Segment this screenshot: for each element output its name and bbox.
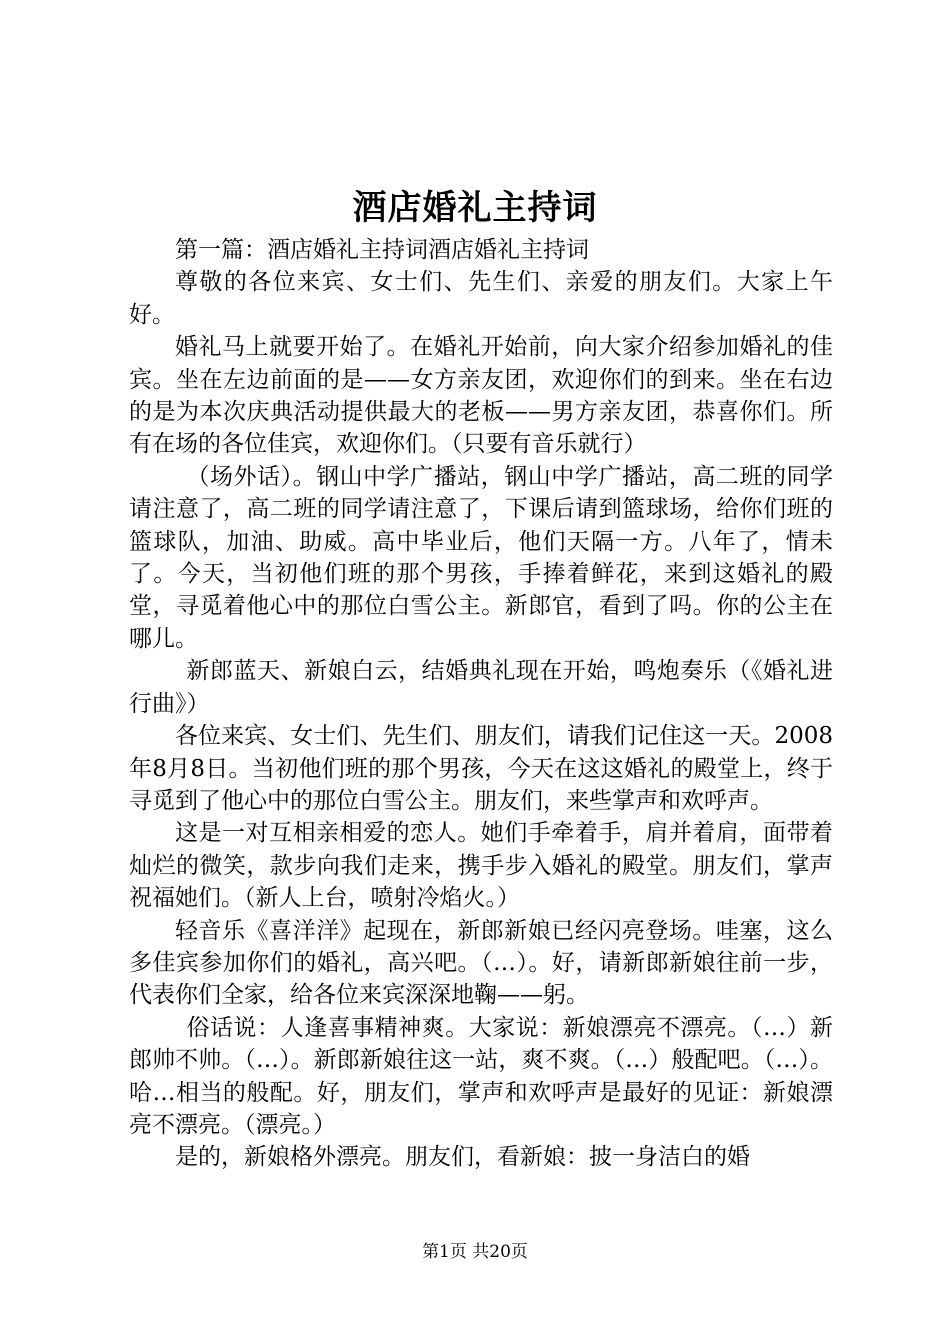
paragraph: 尊敬的各位来宾、女士们、先生们、亲爱的朋友们。大家上午好。 (129, 269, 833, 328)
paragraph: 这是一对互相亲相爱的恋人。她们手牵着手，肩并着肩，面带着灿烂的微笑，款步向我们走来，携手步入婚礼的殿堂。朋友们，掌声祝福她们。（新人上台，喷射冷焰火。） (129, 820, 833, 912)
paragraph: 俗话说：人逢喜事精神爽。大家说：新娘漂亮不漂亮。（…）新郎帅不帅。（…）。新郎新娘往这一站，爽不爽。（…）般配吧。（…）。哈…相当的般配。好，朋友们，掌声和欢呼声是最好的见证：新娘漂亮不漂亮。（漂亮。） (129, 1014, 833, 1138)
paragraph: 是的，新娘格外漂亮。朋友们，看新娘：披一身洁白的婚 (175, 1144, 750, 1171)
paragraph: （场外话）。钢山中学广播站，钢山中学广播站，高二班的同学请注意了，高二班的同学请注意了，下课后请到篮球场，给你们班的篮球队，加油、助威。高中毕业后，他们天隔一方。八年了，情未了。今天，当初他们班的那个男孩，手捧着鲜花，来到这婚礼的殿堂，寻觅着他心中的那位白雪公主。新郎官，看到了吗。你的公主在哪儿。 (129, 463, 833, 652)
section-heading: 第一篇：酒店婚礼主持词酒店婚礼主持词 (175, 237, 589, 263)
paragraph: 各位来宾、女士们、先生们、朋友们，请我们记住这一天。2008年8月8日。当初他们班的那个男孩，今天在这这婚礼的殿堂上，终于寻觅到了他心中的那位白雪公主。朋友们，来些掌声和欢呼声。 (129, 723, 833, 814)
paragraph: 新郎蓝天、新娘白云，结婚典礼现在开始，鸣炮奏乐（《婚礼进行曲》） (129, 658, 833, 717)
page-number-footer: 第1页 共20页 (422, 1242, 528, 1262)
document-title: 酒店婚礼主持词 (352, 188, 598, 228)
paragraph: 婚礼马上就要开始了。在婚礼开始前，向大家介绍参加婚礼的佳宾。坐在左边前面的是——女方亲友团，欢迎你们的到来。坐在右边的是为本次庆典活动提供最大的老板——男方亲友团，恭喜你们。所有在场的各位佳宾，欢迎你们。（只要有音乐就行） (129, 334, 833, 458)
document-body (129, 234, 833, 1174)
paragraph: 轻音乐《喜洋洋》起现在，新郎新娘已经闪亮登场。哇塞，这么多佳宾参加你们的婚礼，高兴吧。（…）。好，请新郎新娘往前一步，代表你们全家，给各位来宾深深地鞠——躬。 (129, 917, 833, 1009)
